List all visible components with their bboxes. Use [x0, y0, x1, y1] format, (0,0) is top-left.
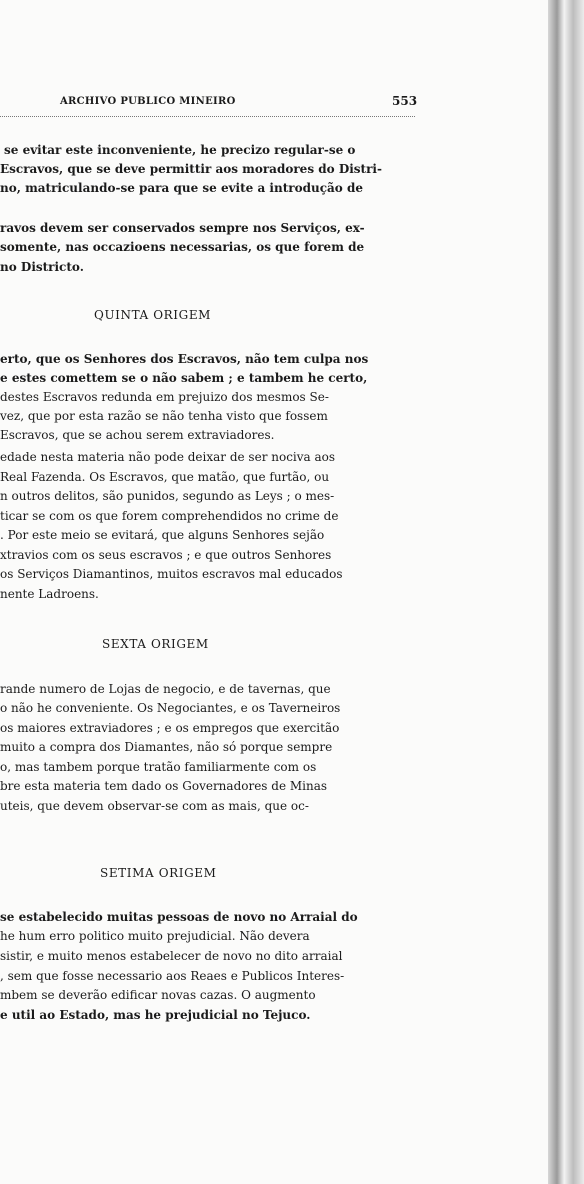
text-line: edade nesta materia não pode deixar de ser nociva aos [0, 450, 336, 464]
text-line: erto, que os Senhores dos Escravos, não tem culpa nos [0, 352, 369, 366]
text-line: e util ao Estado, mas he prejudicial no Tejuco. [0, 1008, 311, 1022]
text-line: os Serviços Diamantinos, muitos escravos mal educados [0, 567, 343, 581]
text-line: ticar se com os que forem comprehendidos no crime de [0, 509, 339, 523]
text-line: muito a compra dos Diamantes, não só porque sempre [0, 740, 333, 754]
text-line: no, matriculando-se para que se evite a introdução de [0, 181, 363, 195]
text-line: xtravios com os seus escravos ; e que outros Senhores [0, 548, 332, 562]
page-edge-shadow [548, 0, 584, 1184]
text-line: , sem que fosse necessario aos Reaes e Publicos Interes- [0, 969, 345, 983]
header-rule [0, 116, 415, 117]
text-line: mbem se deverão edificar novas cazas. O augmento [0, 988, 316, 1002]
section-heading-quinta: QUINTA ORIGEM [94, 308, 212, 322]
text-line: bre esta materia tem dado os Governadores de Minas [0, 779, 328, 793]
text-line: no Districto. [0, 260, 84, 274]
text-line: uteis, que devem observar-se com as mais, que oc- [0, 799, 309, 813]
text-line: vez, que por esta razão se não tenha visto que fossem [0, 409, 328, 423]
running-title: ARCHIVO PUBLICO MINEIRO [60, 96, 236, 107]
page-header [0, 94, 548, 116]
text-line: sistir, e muito menos estabelecer de novo no dito arraial [0, 949, 343, 963]
text-line: os maiores extraviadores ; e os empregos que exercitão [0, 721, 340, 735]
text-line: e estes comettem se o não sabem ; e tambem he certo, [0, 371, 368, 385]
text-line: destes Escravos redunda em prejuizo dos mesmos Se- [0, 390, 329, 404]
text-line: o, mas tambem porque tratão familiarmente com os [0, 760, 317, 774]
text-line: nente Ladroens. [0, 587, 99, 601]
text-line: se estabelecido muitas pessoas de novo no Arraial do [0, 910, 358, 924]
text-line: he hum erro politico muito prejudicial. Não devera [0, 929, 310, 943]
section-heading-sexta: SEXTA ORIGEM [102, 637, 209, 651]
text-line: Real Fazenda. Os Escravos, que matão, que furtão, ou [0, 470, 330, 484]
page-number: 553 [392, 94, 418, 108]
text-line: somente, nas occazioens necessarias, os que forem de [0, 240, 365, 254]
text-line: . Por este meio se evitará, que alguns Senhores sejão [0, 528, 325, 542]
text-line: se evitar este inconveniente, he precizo regular-se o [4, 143, 356, 157]
text-line: o não he conveniente. Os Negociantes, e os Taverneiros [0, 701, 341, 715]
text-line: rande numero de Lojas de negocio, e de tavernas, que [0, 682, 331, 696]
text-line: n outros delitos, são punidos, segundo as Leys ; o mes- [0, 489, 335, 503]
text-line: Escravos, que se deve permittir aos moradores do Distri- [0, 162, 382, 176]
text-line: ravos devem ser conservados sempre nos Serviços, ex- [0, 221, 365, 235]
section-heading-setima: SETIMA ORIGEM [100, 866, 217, 880]
text-line: Escravos, que se achou serem extraviadores. [0, 428, 275, 442]
